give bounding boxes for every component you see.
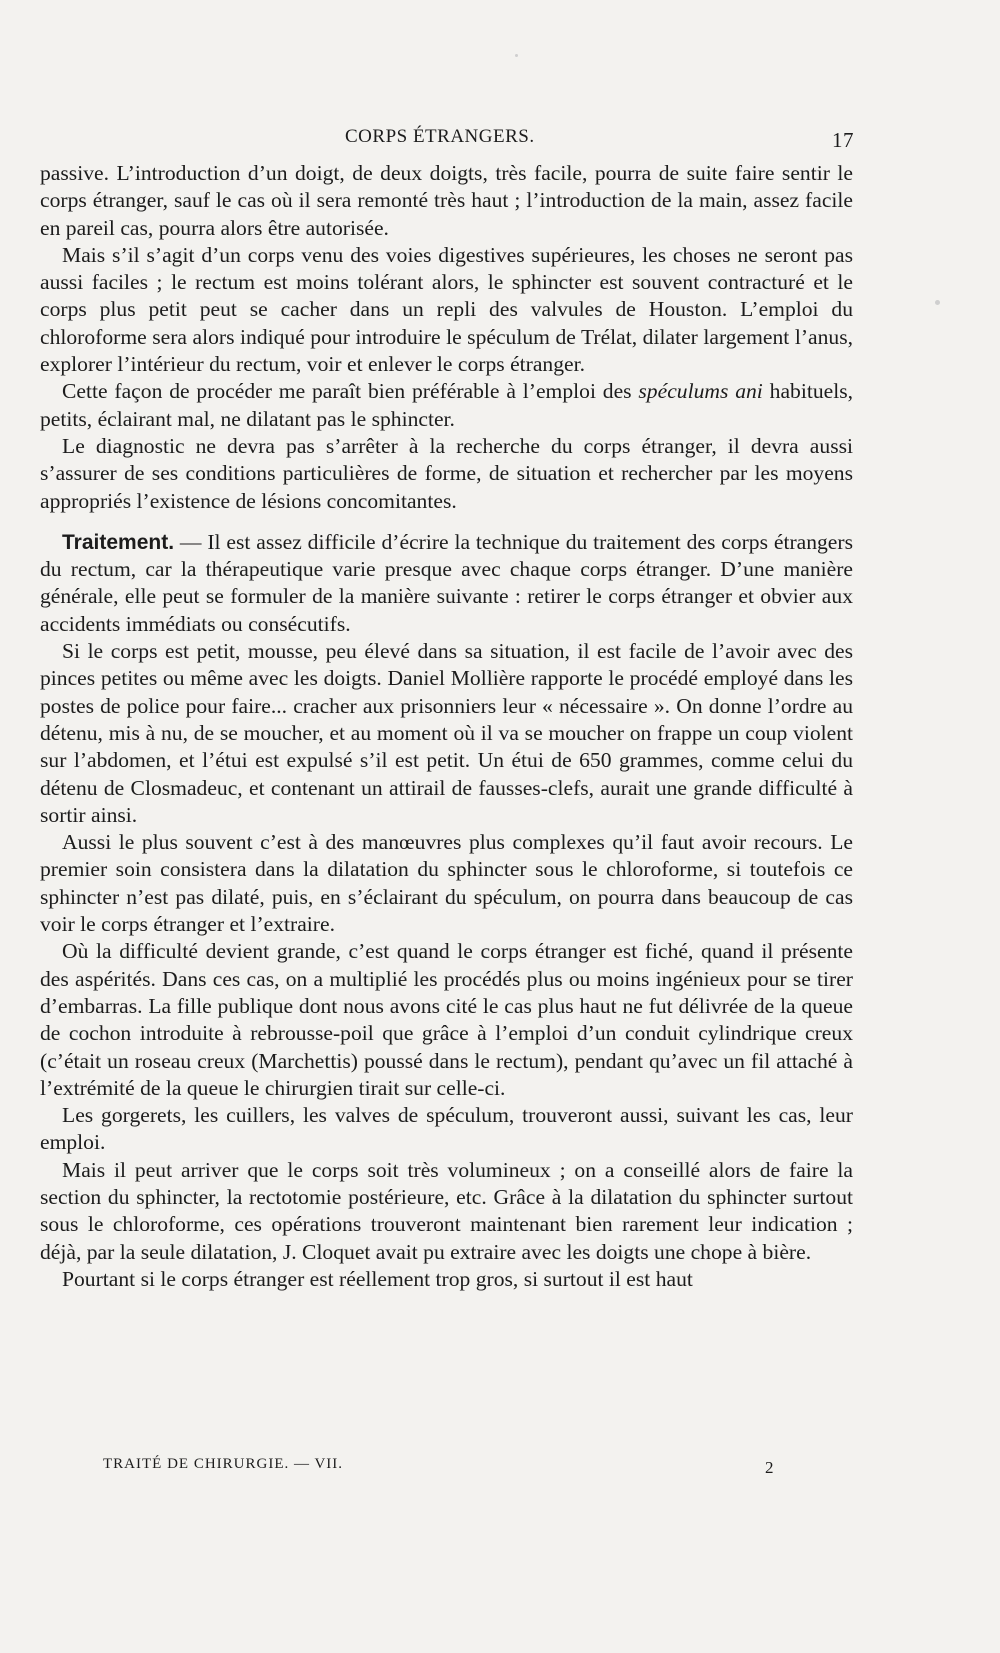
paragraph-4: Le diagnostic ne devra pas s’arrêter à la recherche du corps étranger, il devra aussi s’assurer de ses conditions particulières de forme, de situation et rechercher par les moyens appropriés l’existence de lésions concomitantes. (40, 433, 853, 513)
paragraph-1: passive. L’introduction d’un doigt, de deux doigts, très facile, pourra de suite faire sentir le corps étranger, sauf le cas où il sera remonté très haut ; l’introduction de la main, assez facile en pareil cas, pourra alors être autorisée. (40, 161, 853, 240)
paragraph-9: Les gorgerets, les cuillers, les valves de spéculum, trouveront aussi, suivant les cas, leur emploi. (40, 1103, 853, 1155)
paragraph-7: Aussi le plus souvent c’est à des manœuvres plus complexes qu’il faut avoir recours. Le premier soin consistera dans la dilatation du sphincter sous le chloroforme, si toutefois ce sphincter n’est pas dilaté, puis, en s’éclairant du spéculum, on pourra dans beaucoup de cas voir le corps étranger et l’extraire. (40, 830, 853, 937)
footer-signature: TRAITÉ DE CHIRURGIE. — VII. (103, 1456, 344, 1472)
sheet-mark: 2 (765, 1458, 775, 1477)
paragraph-5 (40, 529, 853, 638)
section-heading-traitement: Traitement. (62, 530, 175, 554)
paragraph-3-text-after: habituels, petits, éclairant mal, ne dilatant pas le sphincter. (40, 379, 854, 431)
paragraph-10: Mais il peut arriver que le corps soit très volumineux ; on a conseillé alors de faire la section du sphincter, la rectotomie postérieure, etc. Grâce à la dilatation du sphincter surtout sous le chloroforme, ces opérations trouveront maintenant bien rarement leur indication ; déjà, par la seule dilatation, J. Cloquet avait pu extraire avec les doigts une chope à bière. (40, 1157, 853, 1264)
paper-speck (935, 300, 940, 305)
paragraph-3 (40, 378, 853, 433)
paragraph-11: Pourtant si le corps étranger est réellement trop gros, si surtout il est haut (62, 1266, 693, 1291)
paper-speck (515, 54, 518, 57)
paragraph-6: Si le corps est petit, mousse, peu élevé dans sa situation, il est facile de l’avoir avec des pinces petites ou même avec les doigts. Daniel Mollière rapporte le procédé employé dans les postes de police pour faire... cracher aux prisonniers leur « nécessaire ». On donne l’ordre au détenu, mis à nu, de se moucher, et au moment où il va se moucher on frappe un coup violent sur l’abdomen, et l’étui est expulsé s’il est petit. Un étui de 650 grammes, comme celui du détenu de Closmadeuc, et contenant un attirail de fausses-clefs, aurait une grande difficulté à sortir ainsi. (40, 639, 853, 827)
paragraph-3-text-before: Cette façon de procéder me paraît bien préférable à l’emploi des (62, 379, 639, 404)
paragraph-3-italic: spéculums ani (638, 379, 763, 404)
page-body (40, 160, 853, 1293)
paragraph-8: Où la difficulté devient grande, c’est quand le corps étranger est fiché, quand il présente des aspérités. Dans ces cas, on a multiplié les procédés plus ou moins ingénieux pour se tirer d’embarras. La fille publique dont nous avons cité le cas plus haut ne fut délivrée de la queue de cochon introduite à rebrousse-poil que grâce à l’emploi d’un conduit cylindrique creux (c’était un roseau creux (Marchettis) poussé dans le rectum), pendant qu’avec un fil attaché à l’extrémité de la queue le chirurgien tirait sur celle-ci. (40, 939, 853, 1100)
paragraph-5-text: — Il est assez difficile d’écrire la technique du traitement des corps étrangers du rectum, car la thérapeutique varie presque avec chaque corps étranger. D’une manière générale, elle peut se formuler de la manière suivante : retirer le corps étranger et obvier aux accidents immédiats ou consécutifs. (40, 529, 853, 636)
running-header (0, 122, 1000, 152)
paragraph-2: Mais s’il s’agit d’un corps venu des voies digestives supérieures, les choses ne seront pas aussi faciles ; le rectum est moins tolérant alors, le sphincter est souvent contracturé et le corps plus petit peut se cacher dans un repli des valvules de Houston. L’emploi du chloroforme sera alors indiqué pour introduire le spéculum de Trélat, dilater largement l’anus, explorer l’intérieur du rectum, voir et enlever le corps étranger. (40, 242, 853, 377)
page-footer (0, 1452, 1000, 1482)
running-title: CORPS ÉTRANGERS. (345, 126, 535, 147)
page-number: 17 (832, 128, 854, 152)
